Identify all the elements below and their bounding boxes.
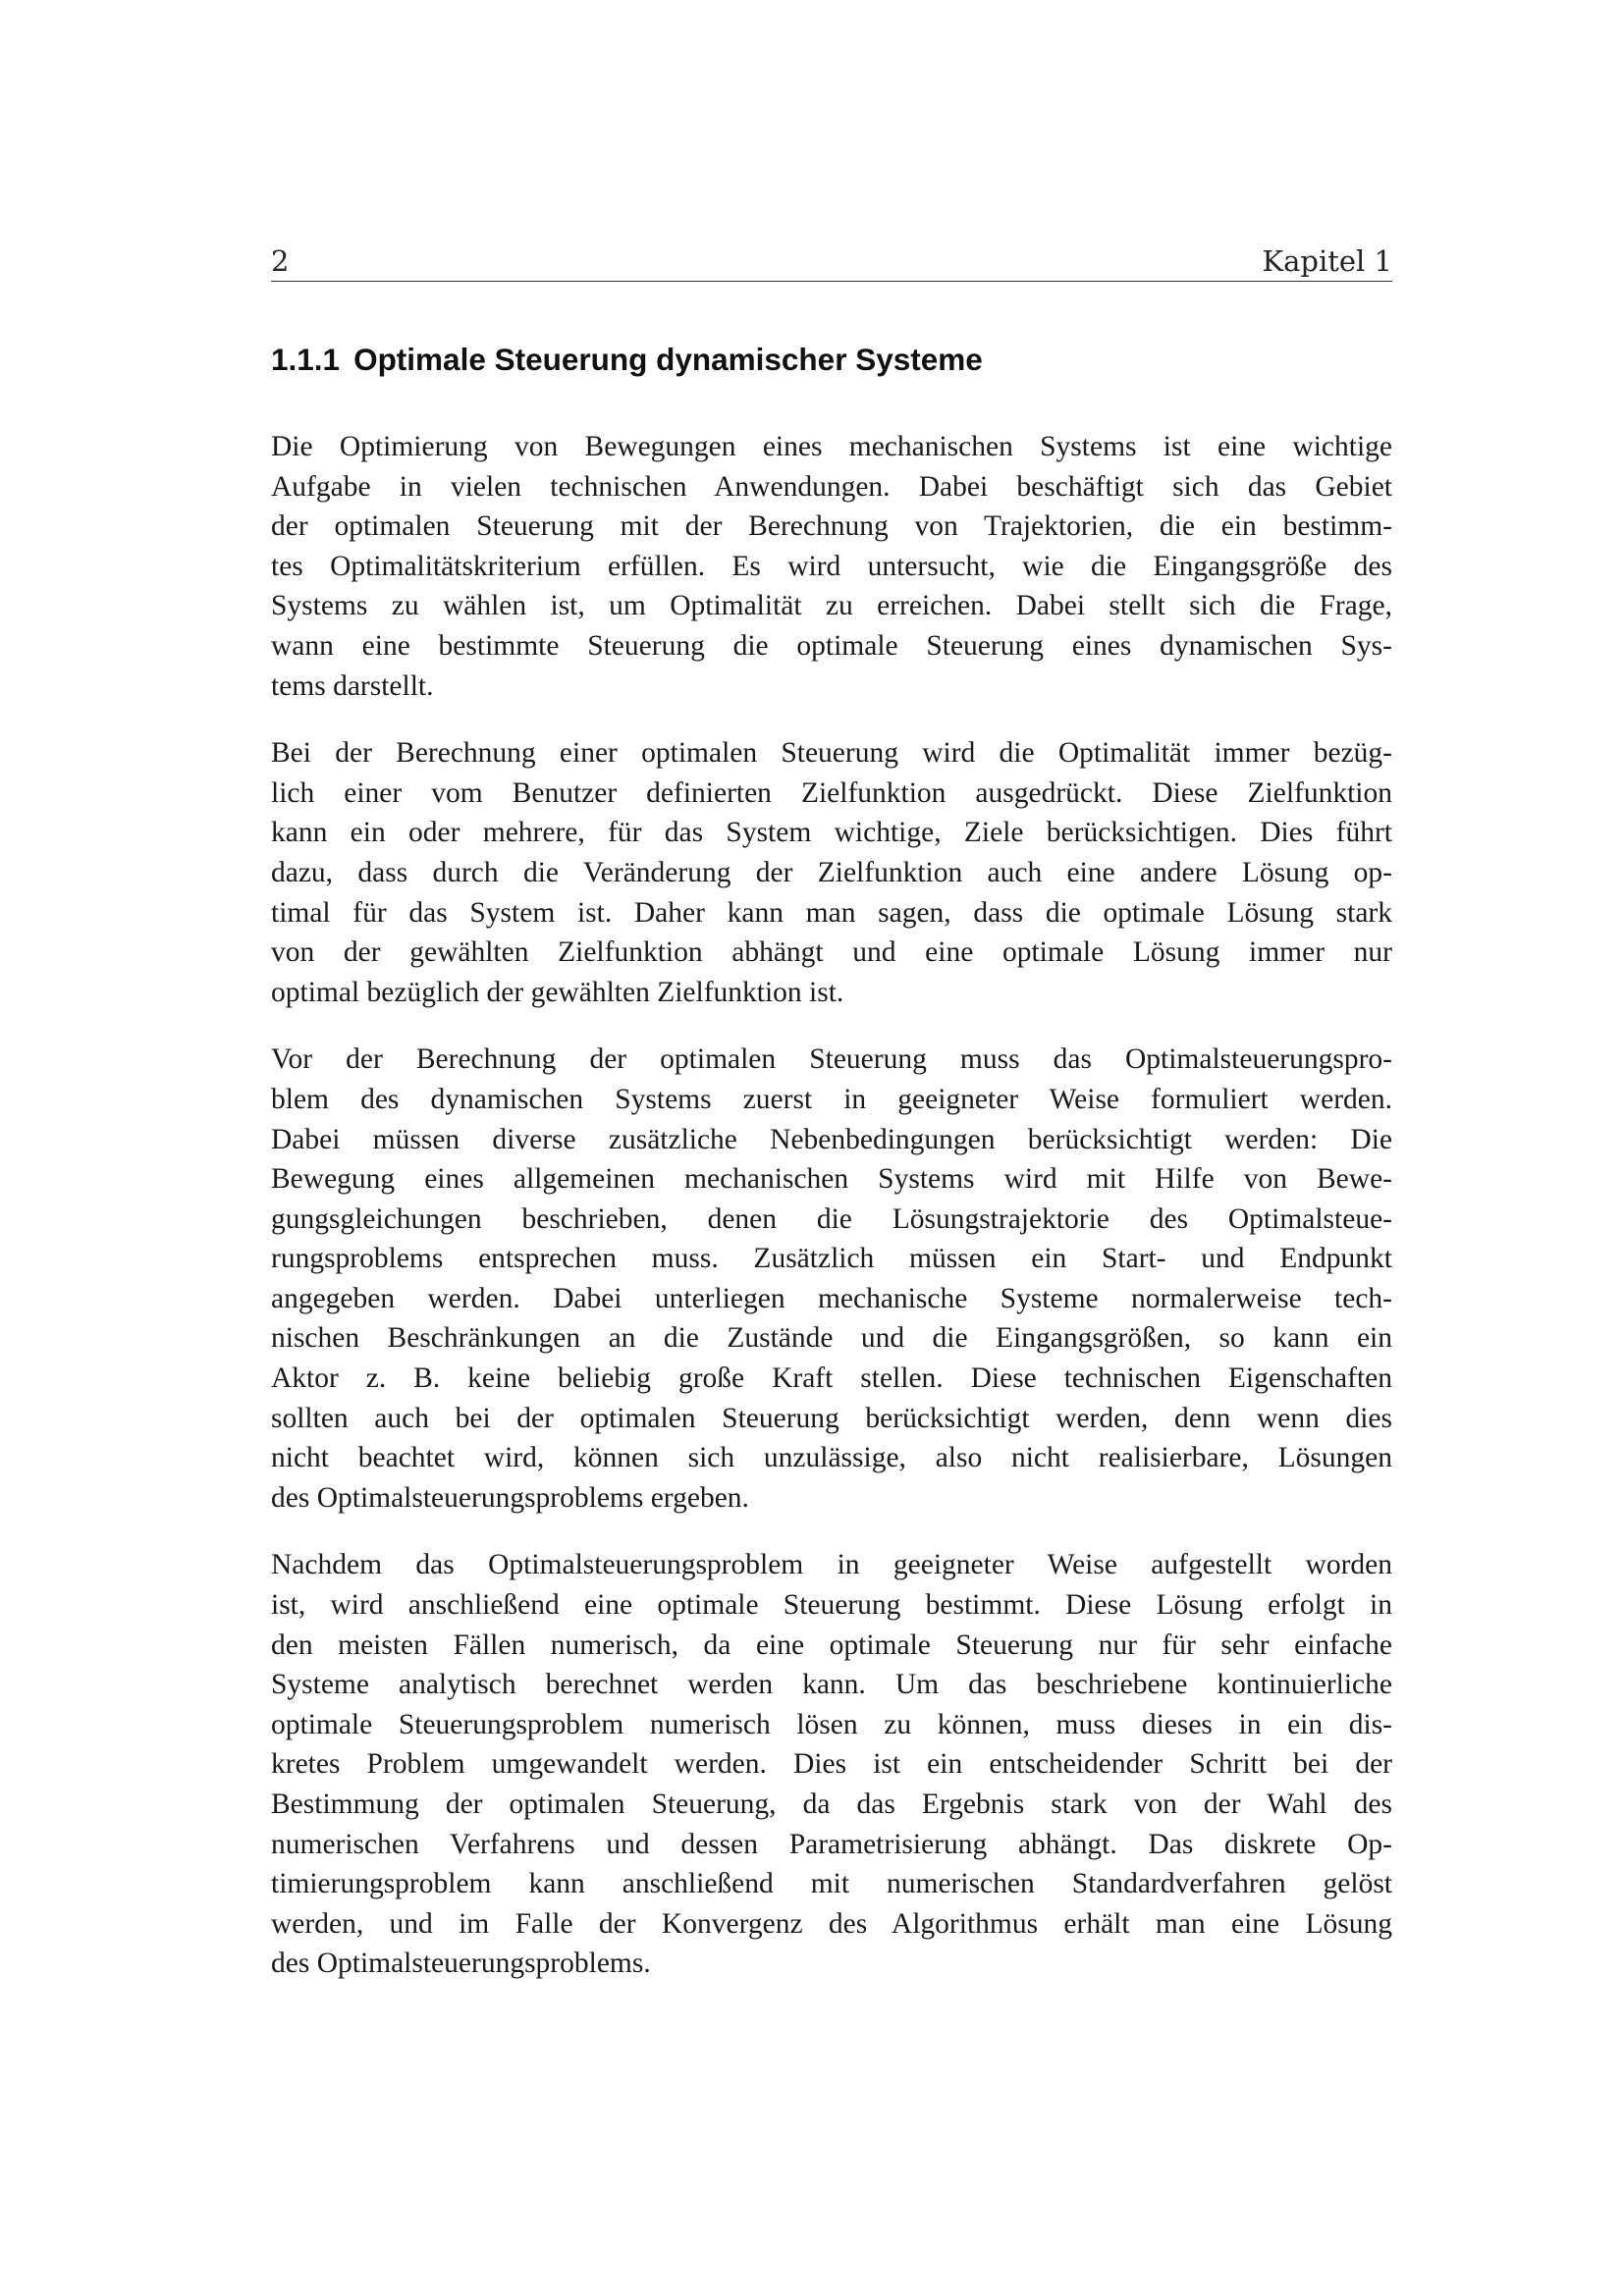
body-text: [271, 427, 1392, 2011]
text-line: des Optimalsteuerungsproblems.: [271, 1948, 651, 1980]
text-line: den meisten Fällen numerisch, da eine optimale Steuerung nur für sehr einfache: [271, 1629, 1392, 1661]
text-line: gungsgleichungen beschrieben, denen die Lösungstrajektorie des Optimalsteue-: [271, 1202, 1392, 1235]
section-number: 1.1.1: [271, 342, 341, 377]
text-line: werden, und im Falle der Konvergenz des Algorithmus erhält man eine Lösung: [271, 1907, 1392, 1940]
text-line: lich einer vom Benutzer definierten Zielfunktion ausgedrückt. Diese Zielfunktion: [271, 776, 1392, 809]
text-line: timal für das System ist. Daher kann man sagen, dass die optimale Lösung stark: [271, 896, 1392, 929]
text-line: Bestimmung der optimalen Steuerung, da das Ergebnis stark von der Wahl des: [271, 1789, 1392, 1820]
text-line: Nachdem das Optimalsteuerungsproblem in geeigneter Weise aufgestellt worden: [271, 1549, 1392, 1581]
paragraph: [271, 1545, 1392, 1984]
text-line: blem des dynamischen Systems zuerst in geeigneter Weise formuliert werden.: [271, 1083, 1392, 1115]
text-line: nicht beachtet wird, können sich unzulässige, also nicht realisierbare, Lösungen: [271, 1442, 1392, 1474]
section-title: Optimale Steuerung dynamischer Systeme: [353, 342, 983, 377]
text-line: der optimalen Steuerung mit der Berechnung von Trajektorien, die ein bestimm-: [271, 510, 1392, 543]
text-line: kretes Problem umgewandelt werden. Dies ist ein entscheidender Schritt bei der: [271, 1748, 1392, 1781]
text-line: timierungsproblem kann anschließend mit numerischen Standardverfahren gelöst: [271, 1868, 1392, 1900]
text-line: tes Optimalitätskriterium erfüllen. Es wird untersucht, wie die Eingangsgröße des: [271, 550, 1392, 582]
text-line: kann ein oder mehrere, für das System wichtige, Ziele berücksichtigen. Dies führt: [271, 817, 1392, 849]
section-heading: [271, 340, 1392, 379]
paragraph: [271, 1040, 1392, 1518]
text-line: Die Optimierung von Bewegungen eines mechanischen Systems ist eine wichtige: [271, 431, 1392, 462]
text-line: ist, wird anschließend eine optimale Steuerung bestimmt. Diese Lösung erfolgt in: [271, 1589, 1392, 1622]
text-line: tems darstellt.: [271, 669, 434, 702]
text-line: numerischen Verfahrens und dessen Parametrisierung abhängt. Das diskrete Op-: [271, 1828, 1392, 1860]
running-header: [271, 241, 1392, 282]
text-line: optimal bezüglich der gewählten Zielfunktion ist.: [271, 976, 844, 1008]
text-line: wann eine bestimmte Steuerung die optimale Steuerung eines dynamischen Sys-: [271, 629, 1392, 662]
text-line: optimale Steuerungsproblem numerisch lösen zu können, muss dieses in ein dis-: [271, 1708, 1392, 1740]
text-line: Vor der Berechnung der optimalen Steuerung muss das Optimalsteuerungspro-: [271, 1043, 1392, 1076]
paragraph: [271, 733, 1392, 1012]
text-line: dazu, dass durch die Veränderung der Zielfunktion auch eine andere Lösung op-: [271, 856, 1392, 888]
chapter-label: Kapitel 1: [1262, 244, 1392, 278]
text-line: Systeme analytisch berechnet werden kann. Um das beschriebene kontinuierliche: [271, 1669, 1392, 1701]
text-line: sollten auch bei der optimalen Steuerung berücksichtigt werden, denn wenn dies: [271, 1402, 1392, 1434]
text-line: Dabei müssen diverse zusätzliche Nebenbedingungen berücksichtigt werden: Die: [271, 1123, 1392, 1155]
text-line: nischen Beschränkungen an die Zustände und die Eingangsgrößen, so kann ein: [271, 1322, 1392, 1355]
text-line: angegeben werden. Dabei unterliegen mechanische Systeme normalerweise tech-: [271, 1282, 1392, 1314]
text-line: rungsproblems entsprechen muss. Zusätzlich müssen ein Start- und Endpunkt: [271, 1243, 1392, 1275]
text-line: Bei der Berechnung einer optimalen Steuerung wird die Optimalität immer bezüg-: [271, 737, 1392, 770]
paragraph: [271, 427, 1392, 706]
text-line: Bewegung eines allgemeinen mechanischen Systems wird mit Hilfe von Bewe-: [271, 1163, 1392, 1196]
page-number: 2: [271, 244, 290, 278]
text-line: Systems zu wählen ist, um Optimalität zu erreichen. Dabei stellt sich die Frage,: [271, 590, 1392, 622]
text-line: des Optimalsteuerungsproblems ergeben.: [271, 1481, 749, 1514]
text-line: von der gewählten Zielfunktion abhängt und eine optimale Lösung immer nur: [271, 936, 1392, 969]
text-line: Aufgabe in vielen technischen Anwendungen. Dabei beschäftigt sich das Gebiet: [271, 470, 1392, 503]
text-line: Aktor z. B. keine beliebig große Kraft stellen. Diese technischen Eigenschaften: [271, 1362, 1392, 1395]
